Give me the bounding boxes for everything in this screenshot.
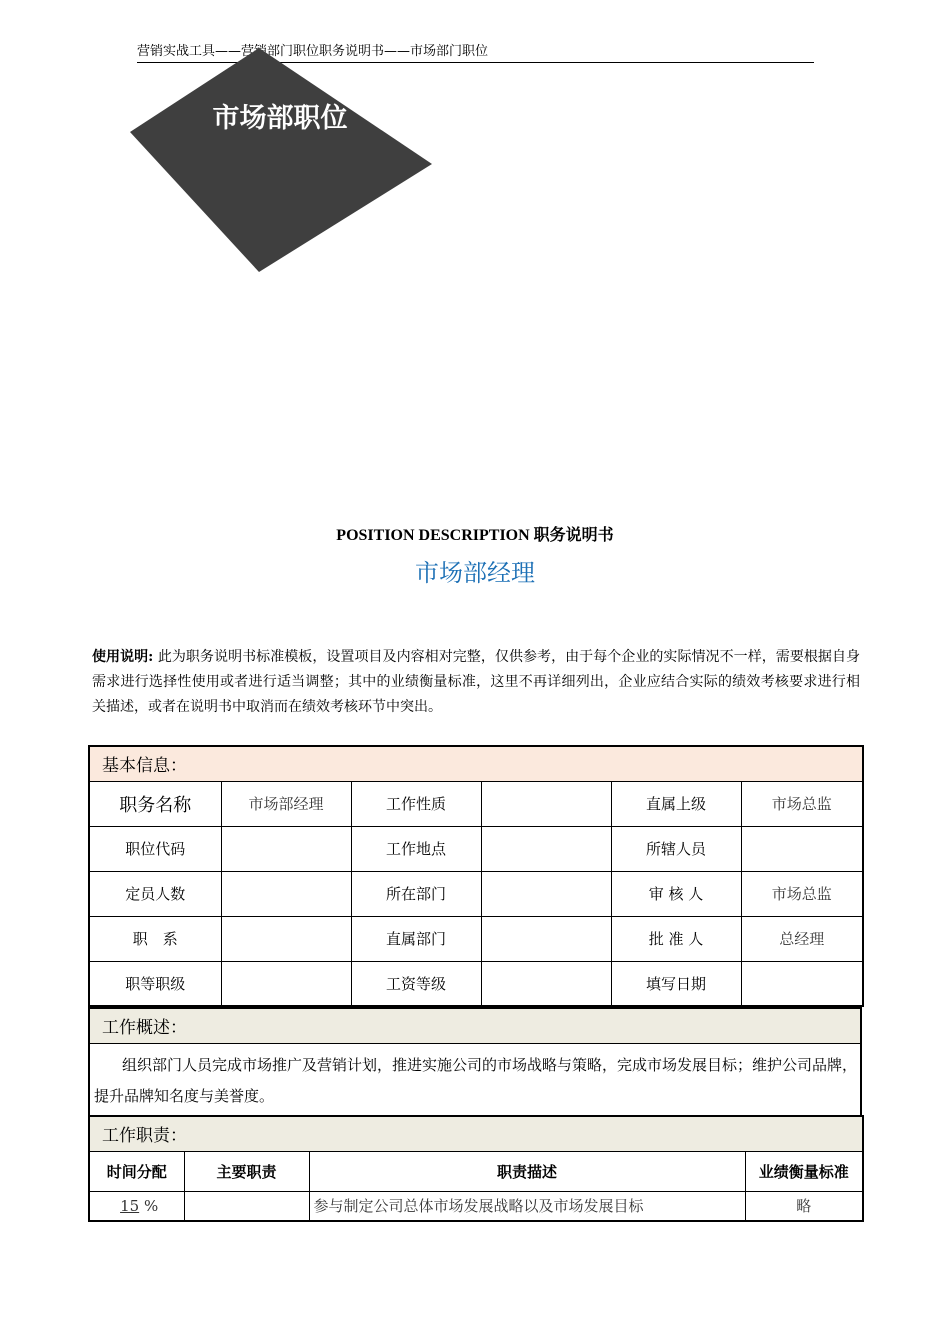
value-grade	[221, 961, 351, 1006]
duty-description: 参与制定公司总体市场发展战略以及市场发展目标	[309, 1191, 745, 1221]
duty-main	[184, 1191, 309, 1221]
table-row	[89, 961, 863, 1006]
value-job-family	[221, 916, 351, 961]
header-time-allocation: 时间分配	[89, 1151, 184, 1191]
usage-text: 此为职务说明书标准模板，设置项目及内容相对完整，仅供参考，由于每个企业的实际情况不一样，需要根据自身需求进行选择性使用或者进行适当调整；其中的业绩衡量标准，这里不再详细列出，企业应结合实际的绩效考核要求进行相关描述，或者在说明书中取消而在绩效考核环节中突出。	[92, 649, 860, 715]
label-subordinates: 所辖人员	[611, 826, 741, 871]
label-fill-date: 填写日期	[611, 961, 741, 1006]
label-department: 所在部门	[351, 871, 481, 916]
duties-table	[88, 1115, 864, 1222]
overview-table	[88, 1007, 862, 1118]
label-approver: 批 准 人	[611, 916, 741, 961]
duties-header-row	[89, 1151, 863, 1191]
value-fill-date	[741, 961, 863, 1006]
value-direct-department	[481, 916, 611, 961]
label-direct-superior: 直属上级	[611, 781, 741, 826]
label-job-nature: 工作性质	[351, 781, 481, 826]
value-position-name: 市场部经理	[221, 781, 351, 826]
value-approver: 总经理	[741, 916, 863, 961]
label-job-family: 职 系	[89, 916, 221, 961]
value-department	[481, 871, 611, 916]
document-title: POSITION DESCRIPTION 职务说明书	[336, 527, 614, 544]
label-work-location: 工作地点	[351, 826, 481, 871]
table-row	[89, 826, 863, 871]
header-duty-description: 职责描述	[309, 1151, 745, 1191]
value-salary-grade	[481, 961, 611, 1006]
table-row	[89, 916, 863, 961]
duty-percent-unit: %	[143, 1196, 159, 1215]
label-position-name: 职务名称	[89, 781, 221, 826]
title-badge-diamond	[130, 48, 432, 272]
header-performance-standard: 业绩衡量标准	[745, 1151, 863, 1191]
table-row	[89, 781, 863, 826]
table-row	[89, 1191, 863, 1221]
duty-standard: 略	[745, 1191, 863, 1221]
value-direct-superior: 市场总监	[741, 781, 863, 826]
label-salary-grade: 工资等级	[351, 961, 481, 1006]
label-headcount: 定员人数	[89, 871, 221, 916]
usage-note	[92, 645, 860, 720]
label-position-code: 职位代码	[89, 826, 221, 871]
value-subordinates	[741, 826, 863, 871]
position-title: 市场部经理	[415, 559, 535, 587]
value-headcount	[221, 871, 351, 916]
label-direct-department: 直属部门	[351, 916, 481, 961]
header-text: 营销实战工具——营销部门职位职务说明书——市场部门职位	[137, 44, 489, 59]
value-job-nature	[481, 781, 611, 826]
duty-percent: 15	[120, 1196, 140, 1215]
label-grade: 职等职级	[89, 961, 221, 1006]
header-main-duty: 主要职责	[184, 1151, 309, 1191]
badge-title: 市场部职位	[212, 103, 348, 134]
duty-time-allocation	[89, 1191, 184, 1221]
value-position-code	[221, 826, 351, 871]
usage-label: 使用说明:	[92, 649, 154, 665]
duties-section-label: 工作职责：	[89, 1116, 863, 1151]
basic-info-section-label: 基本信息：	[89, 746, 863, 781]
diamond-shape	[130, 48, 432, 272]
overview-section-label: 工作概述：	[89, 1008, 861, 1043]
table-row	[89, 871, 863, 916]
overview-text: 组织部门人员完成市场推广及营销计划，推进实施公司的市场战略与策略，完成市场发展目标；维护公司品牌，提升品牌知名度与美誉度。	[89, 1043, 861, 1117]
label-reviewer: 审 核 人	[611, 871, 741, 916]
value-reviewer: 市场总监	[741, 871, 863, 916]
basic-info-table	[88, 745, 864, 1007]
value-work-location	[481, 826, 611, 871]
